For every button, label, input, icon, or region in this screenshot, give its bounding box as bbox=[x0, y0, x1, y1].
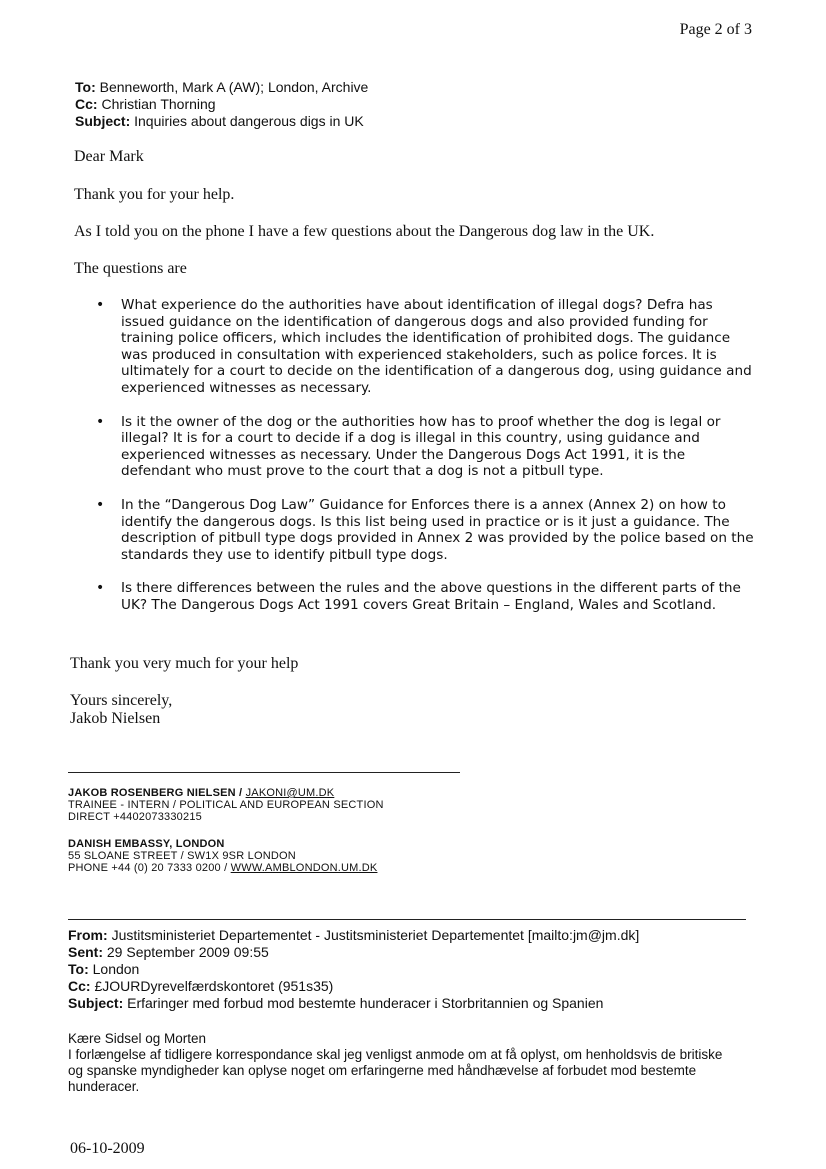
to-label: To: bbox=[75, 79, 96, 95]
to-value: Benneworth, Mark A (AW); London, Archive bbox=[99, 79, 369, 95]
to-line bbox=[75, 79, 368, 96]
fwd-sent-label: Sent: bbox=[68, 944, 103, 960]
footer-date: 06-10-2009 bbox=[70, 1140, 145, 1157]
forward-divider bbox=[68, 919, 746, 920]
signature-name: JAKOB ROSENBERG NIELSEN / bbox=[68, 787, 243, 799]
thanks-line: Thank you for your help. bbox=[74, 186, 235, 203]
sign-off: Yours sincerely, bbox=[70, 692, 173, 709]
fwd-subject-line bbox=[68, 995, 603, 1012]
signature-website-link[interactable]: WWW.AMBLONDON.UM.DK bbox=[230, 862, 378, 874]
subject-line bbox=[75, 113, 364, 130]
fwd-cc-value: £JOURDyrevelfærdskontoret (951s35) bbox=[94, 978, 334, 994]
signature-phone: PHONE +44 (0) 20 7333 0200 / bbox=[68, 862, 228, 874]
signature-org-name: DANISH EMBASSY, LONDON bbox=[68, 838, 225, 850]
question-item bbox=[96, 414, 756, 480]
fwd-to-value: London bbox=[92, 961, 140, 977]
question-item bbox=[96, 497, 756, 563]
danish-greeting: Kære Sidsel og Morten bbox=[68, 1031, 207, 1046]
question-item bbox=[96, 580, 756, 613]
fwd-sent-value: 29 September 2009 09:55 bbox=[106, 944, 269, 960]
question-text: Is it the owner of the dog or the authorities how has to proof whether the dog is legal or illegal? It is for a court to decide if a dog is illegal in this country, using guidance and experienced witnesses as necessary. Under the Dangerous Dogs Act 1991, it is the defendant who must prove to the court that a dog is not a pitbull type. bbox=[121, 413, 721, 480]
fwd-from-label: From: bbox=[68, 927, 108, 943]
cc-label: Cc: bbox=[75, 96, 98, 112]
question-text: In the “Dangerous Dog Law” Guidance for Enforces there is a annex (Annex 2) on how to identify the dangerous dogs. Is this list being used in practice or is it just a guidance. The description of pitbull type dogs provided in Annex 2 was provided by the police based on the standards they use to identify pitbull type dogs. bbox=[121, 496, 754, 563]
signature-email-link[interactable]: JAKONI@UM.DK bbox=[245, 787, 335, 799]
signature-address: 55 SLOANE STREET / SW1X 9SR LONDON bbox=[68, 850, 296, 862]
cc-line bbox=[75, 96, 216, 113]
closing-thanks: Thank you very much for your help bbox=[70, 655, 299, 672]
intro-paragraph: As I told you on the phone I have a few questions about the Dangerous dog law in the UK. bbox=[74, 223, 655, 240]
bullet-icon: • bbox=[96, 496, 105, 513]
fwd-subject-value: Erfaringer med forbud mod bestemte hunderacer i Storbritannien og Spanien bbox=[127, 995, 604, 1011]
fwd-from-value: Justitsministeriet Departementet - Justitsministeriet Departementet [mailto:jm@jm.dk] bbox=[111, 927, 640, 943]
subject-label: Subject: bbox=[75, 113, 131, 129]
signature-name-line bbox=[68, 787, 334, 800]
question-text: What experience do the authorities have about identification of illegal dogs? Defra has issued guidance on the identification of dangerous dogs and also provided funding for training police officers, which includes the identification of prohibited dogs. The guidance was produced in consultation with experienced stakeholders, such as police forces. It is ultimately for a court to decide on the identification of a dangerous dog, using guidance and experienced witnesses as necessary. bbox=[121, 297, 752, 396]
fwd-subject-label: Subject: bbox=[68, 995, 124, 1011]
signature-divider bbox=[68, 772, 460, 773]
fwd-to-label: To: bbox=[68, 961, 89, 977]
signature-org bbox=[68, 838, 225, 851]
danish-line-3: hunderacer. bbox=[68, 1079, 140, 1094]
question-text: Is there differences between the rules and the above questions in the different parts of the UK? The Dangerous Dogs Act 1991 covers Great Britain – England, Wales and Scotland. bbox=[121, 580, 741, 613]
sender-name: Jakob Nielsen bbox=[70, 710, 161, 727]
bullet-icon: • bbox=[96, 580, 105, 597]
questions-intro: The questions are bbox=[74, 260, 187, 277]
fwd-cc-line bbox=[68, 978, 333, 995]
greeting: Dear Mark bbox=[74, 148, 144, 165]
signature-phone-line bbox=[68, 862, 377, 875]
signature-title: TRAINEE - INTERN / POLITICAL AND EUROPEAN SECTION bbox=[68, 799, 384, 811]
fwd-to-line bbox=[68, 961, 139, 978]
bullet-icon: • bbox=[96, 297, 105, 313]
fwd-sent-line bbox=[68, 944, 269, 961]
question-item bbox=[96, 297, 756, 397]
fwd-cc-label: Cc: bbox=[68, 978, 91, 994]
signature-direct: DIRECT +4402073330215 bbox=[68, 811, 202, 823]
danish-line-1: I forlængelse af tidligere korrespondance skal jeg venligst anmode om at få oplyst, om henholdsvis de britiske bbox=[68, 1047, 723, 1062]
page-number: Page 2 of 3 bbox=[679, 21, 752, 38]
bullet-icon: • bbox=[96, 413, 105, 430]
subject-value: Inquiries about dangerous digs in UK bbox=[134, 113, 364, 129]
question-list bbox=[96, 297, 756, 631]
fwd-from-line bbox=[68, 927, 639, 944]
danish-line-2: og spanske myndigheder kan oplyse noget om erfaringerne med håndhævelse af forbudet mod bestemte bbox=[68, 1063, 697, 1078]
cc-value: Christian Thorning bbox=[101, 96, 216, 112]
